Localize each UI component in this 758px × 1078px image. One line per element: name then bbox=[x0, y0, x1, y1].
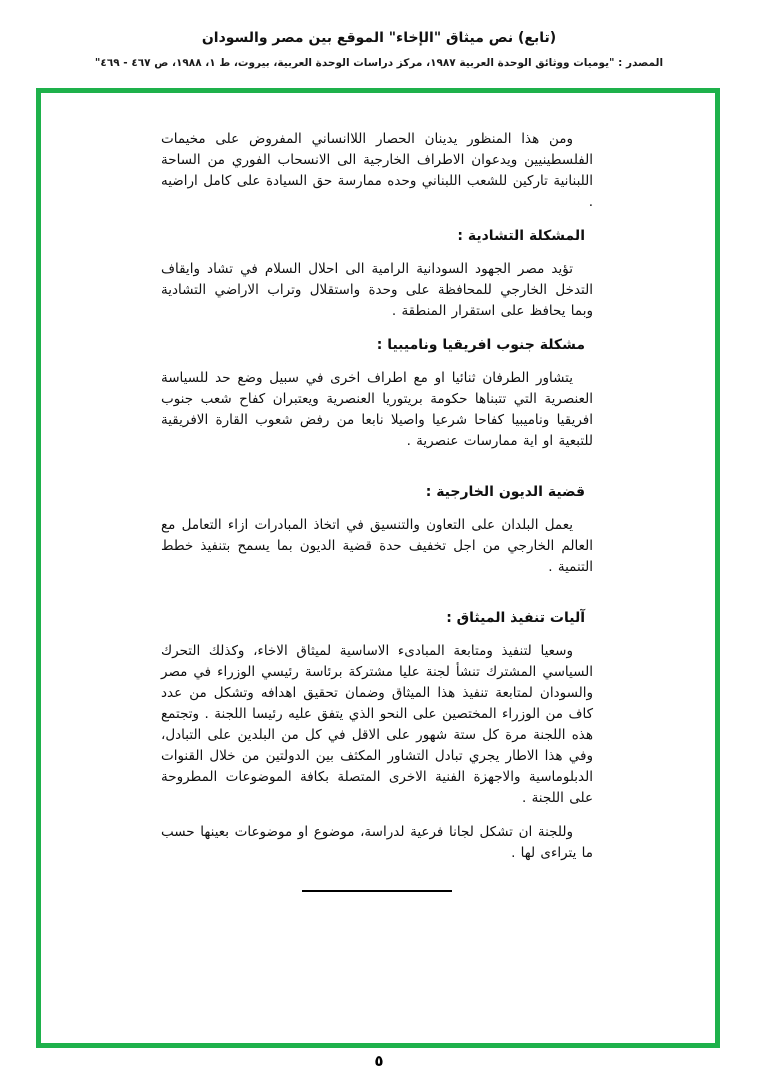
paragraph-joint-committee: وسعيا لتنفيذ ومتابعة المبادىء الاساسية لميثاق الاخاء، وكذلك التحرك السياسي المشترك تنشأ لجنة عليا مشتركة برئاسة رئيسي الوزراء في مصر والسودان لمتابعة تنفيذ هذا الميثاق وضمان تحقيق اهدافه وتشكل من عدد كاف من الوزراء المختصين على النحو الذي يتفق عليه رئيسا اللجنة . وتجتمع هذه اللجنة مرة كل ستة شهور على الاقل في كل من البلدين على التبادل، وفي هذا الاطار يجري تبادل التشاور المكثف بين الدولتين من خلال القنوات الدبلوماسية والاجهزة الفنية الاخرى المتصلة بكافة الموضوعات المطروحة على اللجنة . bbox=[161, 643, 593, 806]
page-number: ٥ bbox=[374, 1052, 384, 1070]
heading-foreign-debt: قضية الديون الخارجية : bbox=[425, 484, 585, 500]
paragraph-chad: تؤيد مصر الجهود السودانية الرامية الى احلال السلام في تشاد وايقاف التدخل الخارجي للمحافظة على وحدة واستقلال وتراب الاراضي التشادية وبما يحافظ على استقرار المنطقة . bbox=[161, 261, 593, 319]
document-title: (تابع) نص ميثاق "الإخاء" الموقع بين مصر والسودان bbox=[201, 30, 557, 46]
heading-chad-problem: المشكلة التشادية : bbox=[457, 228, 585, 244]
document-source-citation: المصدر : "يوميات ووثائق الوحدة العربية ١٩٨٧، مركز دراسات الوحدة العربية، بيروت، ط ١، ١٩٨٨، ص ٤٦٧ - ٤٦٩" bbox=[94, 57, 664, 69]
paragraph-subcommittees: وللجنة ان تشكل لجانا فرعية لدراسة، موضوع او موضوعات بعينها حسب ما يتراءى لها . bbox=[161, 824, 593, 861]
paragraph-foreign-debt: يعمل البلدان على التعاون والتنسيق في اتخاذ المبادرات ازاء التعامل مع العالم الخارجي من اجل تخفيف حدة قضية الديون بما يسمح بتنفيذ خطط التنمية . bbox=[161, 517, 593, 575]
document-header bbox=[0, 0, 758, 69]
content-frame bbox=[36, 88, 720, 1048]
end-divider bbox=[302, 890, 452, 892]
charter-text-body bbox=[41, 93, 715, 1043]
paragraph-lebanon-siege: ومن هذا المنظور يدينان الحصار اللاانساني المفروض على مخيمات الفلسطينيين ويدعوان الاطراف الخارجية الى الانسحاب الفوري من الساحة اللبنانية تاركين للشعب اللبناني وحده ممارسة حق السيادة على كامل اراضيه . bbox=[161, 131, 593, 210]
paragraph-south-africa-namibia: يتشاور الطرفان ثنائيا او مع اطراف اخرى في سبيل وضع حد للسياسة العنصرية التي تتبناها حكومة بريتوريا العنصرية ويعتبران كفاح شعب جنوب افريقيا وناميبيا كفاحا شرعيا واصيلا نابعا من رفض شعوب القارة الافريقية للتبعية او اية ممارسات عنصرية . bbox=[161, 370, 593, 449]
heading-south-africa-namibia: مشكلة جنوب افريقيا وناميبيا : bbox=[376, 337, 585, 353]
heading-charter-implementation-mechanisms: آليات تنفيذ الميثاق : bbox=[446, 610, 585, 626]
